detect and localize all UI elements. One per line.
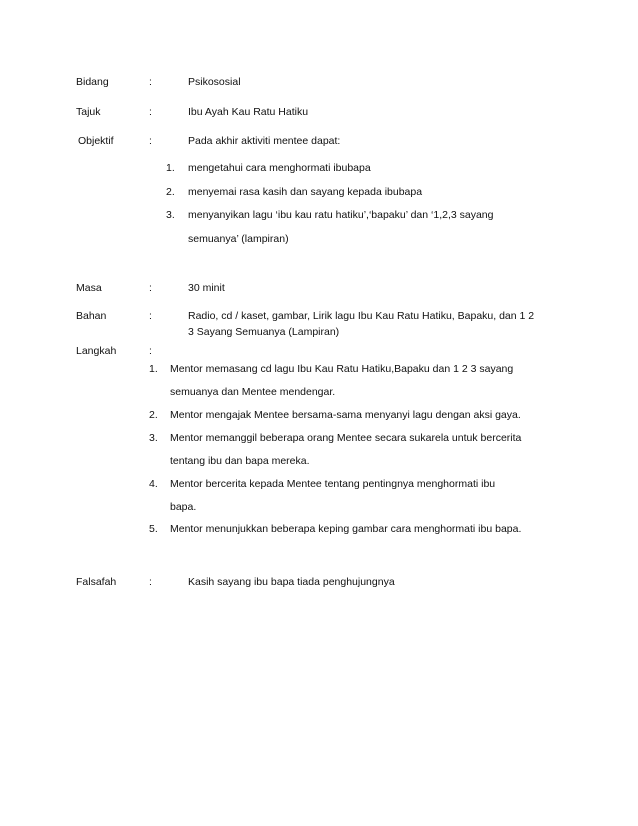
masa-colon: : xyxy=(149,282,152,294)
falsafah-label: Falsafah xyxy=(76,576,117,588)
falsafah-colon: : xyxy=(149,576,152,588)
langkah-colon: : xyxy=(149,345,152,357)
masa-label: Masa xyxy=(76,282,102,294)
step-text-continuation: semuanya dan Mentee mendengar. xyxy=(170,386,336,398)
objektif-label: Objektif xyxy=(78,135,114,147)
tajuk-colon: : xyxy=(149,106,152,118)
bahan-colon: : xyxy=(149,310,152,322)
tajuk-label: Tajuk xyxy=(76,106,101,118)
bidang-value: Psikososial xyxy=(188,76,241,88)
objektif-value: Pada akhir aktiviti mentee dapat: xyxy=(188,135,341,147)
objective-item-continuation: semuanya’ (lampiran) xyxy=(188,233,289,245)
step-text: Mentor mengajak Mentee bersama-sama menyanyi lagu dengan aksi gaya. xyxy=(170,409,521,421)
bahan-value: Radio, cd / kaset, gambar, Lirik lagu Ibu Kau Ratu Hatiku, Bapaku, dan 1 2 xyxy=(188,310,535,322)
step-text-continuation: tentang ibu dan bapa mereka. xyxy=(170,455,310,467)
bahan-label: Bahan xyxy=(76,310,107,322)
objective-item: menyemai rasa kasih dan sayang kepada ibubapa xyxy=(188,186,423,198)
bidang-colon: : xyxy=(149,76,152,88)
step-text: Mentor memasang cd lagu Ibu Kau Ratu Hatiku,Bapaku dan 1 2 3 sayang xyxy=(170,363,514,375)
masa-value: 30 minit xyxy=(188,282,225,294)
step-number: 3. xyxy=(149,432,158,444)
bahan-value-continuation: 3 Sayang Semuanya (Lampiran) xyxy=(188,326,340,338)
bidang-label: Bidang xyxy=(76,76,109,88)
step-number: 2. xyxy=(149,409,158,421)
objective-number: 1. xyxy=(166,162,175,174)
step-text: Mentor memanggil beberapa orang Mentee secara sukarela untuk bercerita xyxy=(170,432,522,444)
objective-number: 2. xyxy=(166,186,175,198)
tajuk-value: Ibu Ayah Kau Ratu Hatiku xyxy=(188,106,309,118)
step-number: 4. xyxy=(149,478,158,490)
objective-number: 3. xyxy=(166,209,175,221)
step-text: Mentor menunjukkan beberapa keping gambar cara menghormati ibu bapa. xyxy=(170,523,522,535)
falsafah-value: Kasih sayang ibu bapa tiada penghujungnya xyxy=(188,576,395,588)
step-text-continuation: bapa. xyxy=(170,501,197,513)
objective-item: menyanyikan lagu ‘ibu kau ratu hatiku’,‘bapaku’ dan ‘1,2,3 sayang xyxy=(188,209,494,221)
step-text: Mentor bercerita kepada Mentee tentang pentingnya menghormati ibu xyxy=(170,478,496,490)
objektif-colon: : xyxy=(149,135,152,147)
step-number: 1. xyxy=(149,363,158,375)
langkah-label: Langkah xyxy=(76,345,117,357)
objective-item: mengetahui cara menghormati ibubapa xyxy=(188,162,371,174)
step-number: 5. xyxy=(149,523,158,535)
